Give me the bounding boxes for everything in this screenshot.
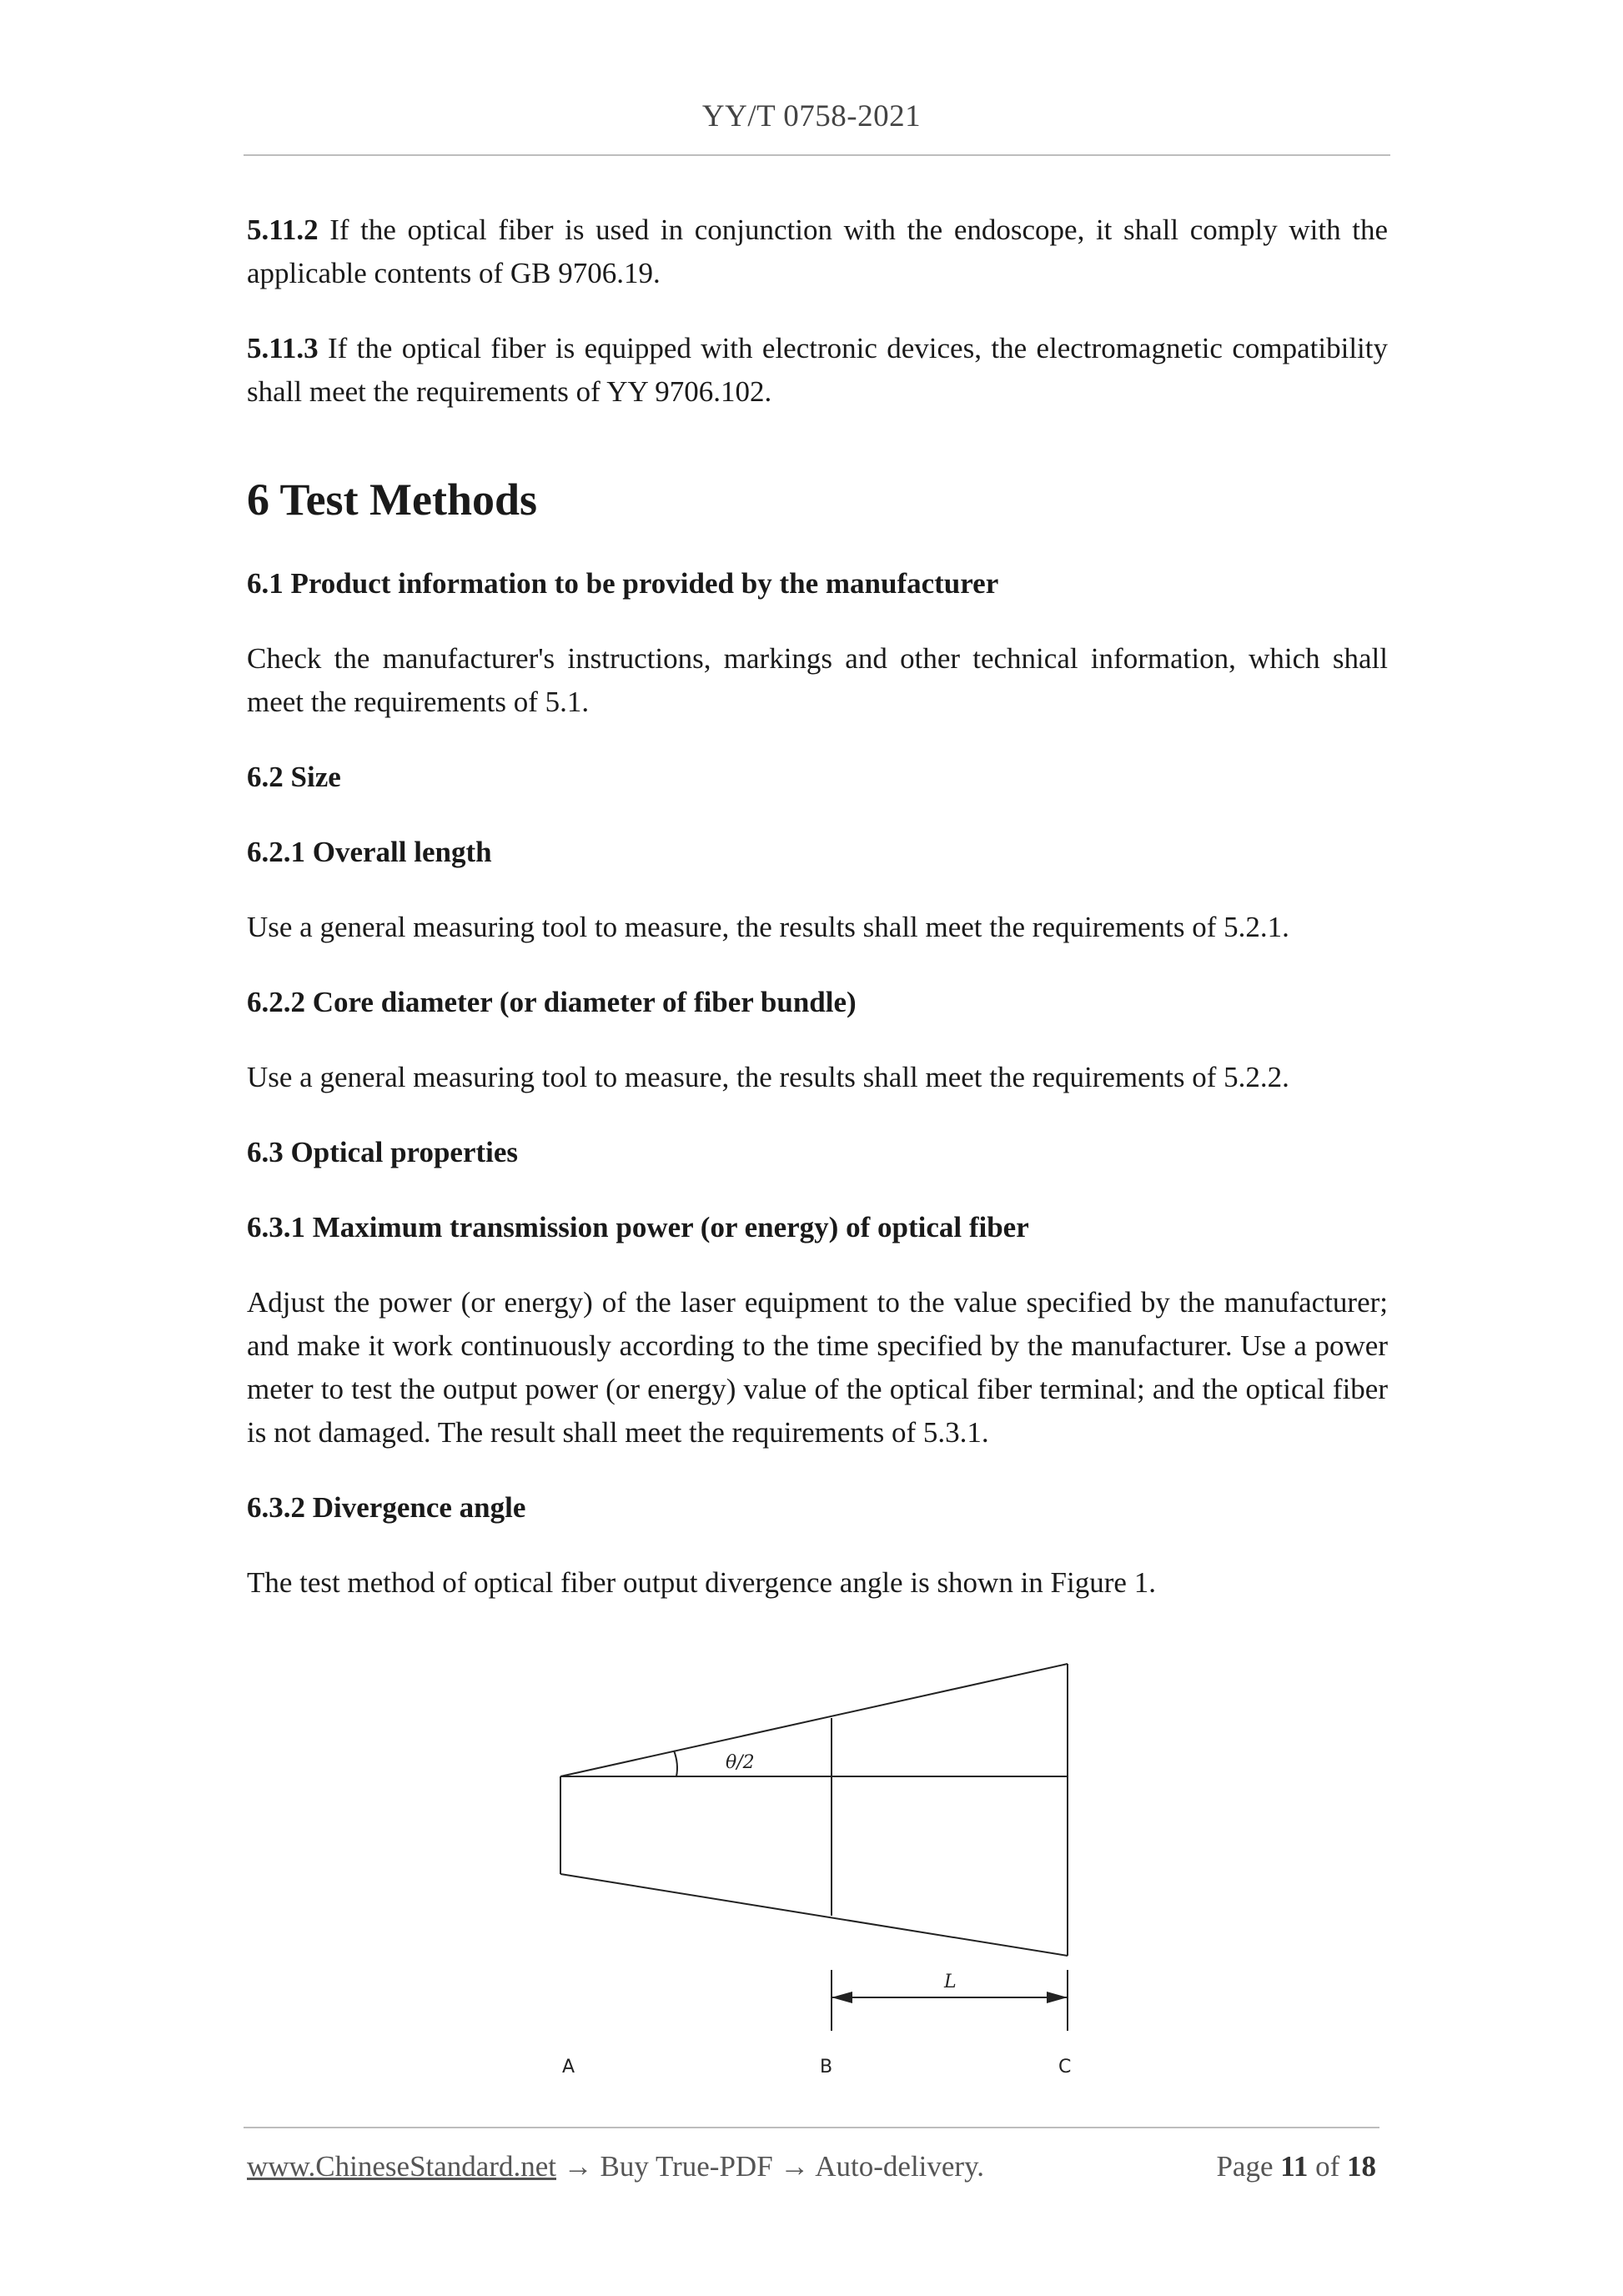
footer-divider: [244, 2127, 1379, 2128]
total-pages-number: 18: [1347, 2150, 1376, 2183]
paragraph-6-2-1: Use a general measuring tool to measure, the results shall meet the requirements of 5.2.1.: [247, 911, 1289, 943]
arrow-2: →: [772, 2150, 816, 2183]
angle-arc: [674, 1751, 677, 1776]
paragraph-6-3-1: Adjust the power (or energy) of the laser equipment to the value specified by the manufacturer; and make it work continuously according to the time specified by the manufacturer. Use a power meter to test the output power (or energy) value of the optical fiber terminal; and the optical fiber is not damaged. The result shall meet the requirements of 5.3.1.: [247, 1286, 1388, 1449]
point-c-label: C: [1058, 2057, 1072, 2077]
paragraph-6-2-2: Use a general measuring tool to measure, the results shall meet the requirements of 5.2.2.: [247, 1061, 1289, 1093]
paragraph-6-3-2: The test method of optical fiber output divergence angle is shown in Figure 1.: [247, 1566, 1156, 1599]
heading-6-2-1: 6.2.1 Overall length: [247, 836, 492, 868]
upper-beam-line: [560, 1664, 1068, 1776]
paragraph-6-1: Check the manufacturer's instructions, markings and other technical information, which shall meet the requirements of 5.1.: [247, 642, 1388, 718]
section-heading-6: 6 Test Methods: [247, 475, 538, 525]
point-a-label: A: [562, 2057, 575, 2077]
document-id-header: YY/T 0758-2021: [701, 99, 922, 133]
divergence-angle-figure: [500, 1647, 1134, 2098]
point-b-label: B: [820, 2057, 833, 2077]
length-label: L: [944, 1972, 957, 1992]
heading-6-2-2: 6.2.2 Core diameter (or diameter of fiber bundle): [247, 986, 857, 1018]
clause-text: If the optical fiber is equipped with electronic devices, the electromagnetic compatibility shall meet the requirements of YY 9706.102.: [247, 332, 1388, 408]
page-word: Page: [1216, 2150, 1274, 2183]
angle-label: θ/2: [726, 1752, 755, 1773]
buy-true-pdf-text: Buy True-PDF: [600, 2150, 773, 2183]
page-content: [247, 200, 1388, 1605]
auto-delivery-text: Auto-delivery.: [815, 2150, 985, 2183]
header-divider: [244, 154, 1390, 156]
clause-number: 5.11.3: [247, 332, 319, 364]
footer-promo: [247, 2150, 984, 2183]
arrow-1: →: [556, 2150, 600, 2183]
lower-beam-line: [560, 1874, 1068, 1956]
clause-text: If the optical fiber is used in conjunction with the endoscope, it shall comply with the applicable contents of GB 9706.19.: [247, 214, 1388, 289]
of-word: of: [1315, 2150, 1340, 2183]
clause-5-11-2: [247, 208, 1388, 295]
dimension-arrow-left: [832, 1992, 852, 2003]
current-page-number: 11: [1280, 2150, 1309, 2183]
heading-6-3: 6.3 Optical properties: [247, 1136, 519, 1168]
site-link[interactable]: www.ChineseStandard.net: [247, 2150, 556, 2183]
heading-6-1: 6.1 Product information to be provided by the manufacturer: [247, 567, 999, 600]
heading-6-2: 6.2 Size: [247, 761, 341, 793]
clause-5-11-3: [247, 327, 1388, 414]
clause-number: 5.11.2: [247, 214, 319, 246]
page-indicator: [1216, 2150, 1376, 2183]
heading-6-3-2: 6.3.2 Divergence angle: [247, 1491, 526, 1524]
dimension-arrow-right: [1047, 1992, 1068, 2003]
heading-6-3-1: 6.3.1 Maximum transmission power (or energy) of optical fiber: [247, 1211, 1029, 1243]
